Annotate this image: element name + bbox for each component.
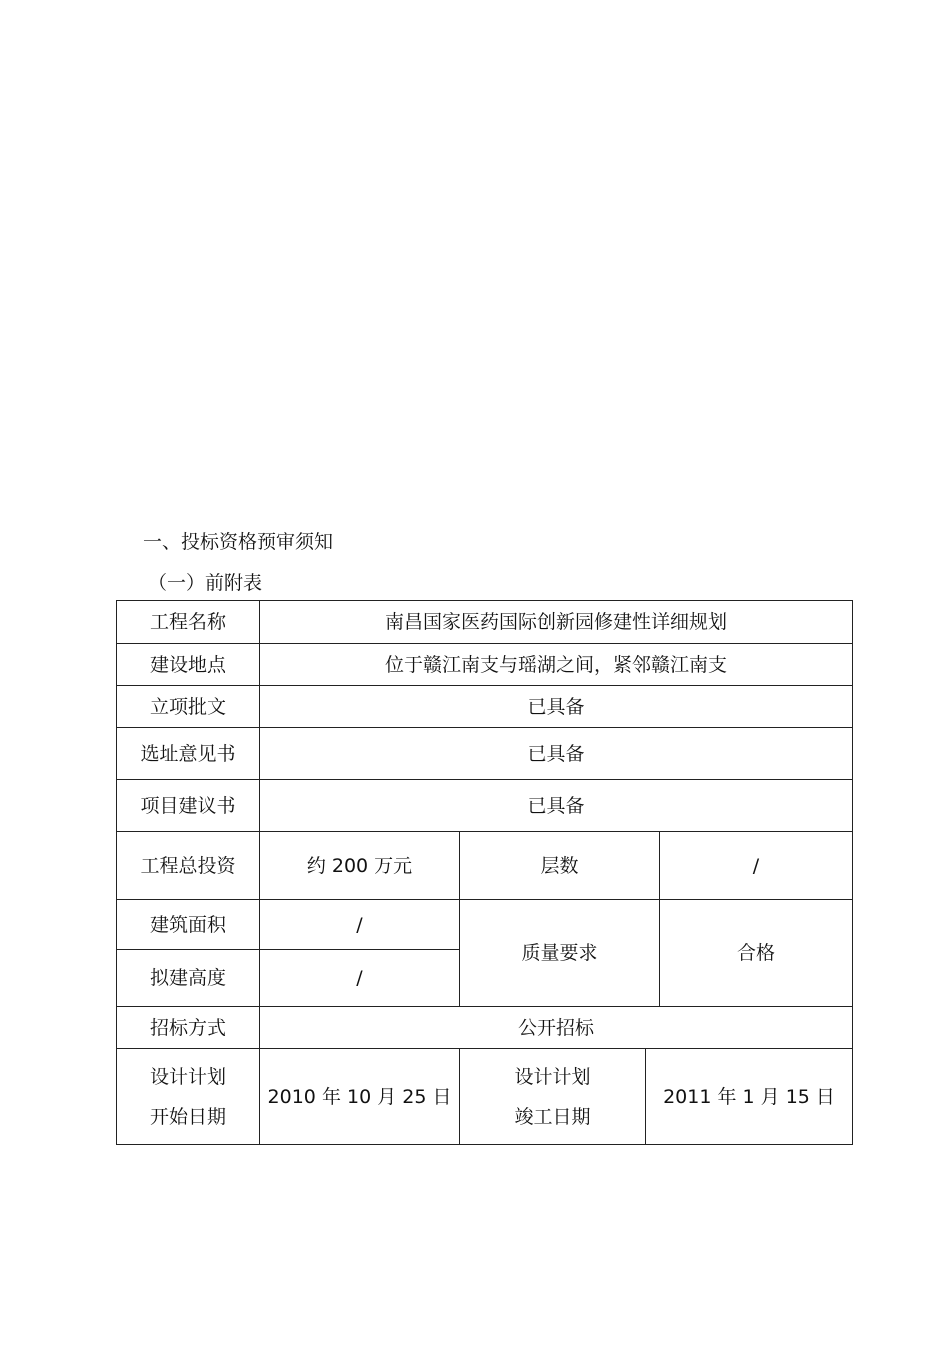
proposal-value: 已具备: [260, 780, 853, 832]
start-label-line2: 开始日期: [149, 1105, 226, 1128]
height-label: 拟建高度: [117, 950, 260, 1007]
table-row: [117, 686, 853, 728]
table-row: [117, 780, 853, 832]
table-row: [117, 832, 853, 900]
table-row: [117, 644, 853, 686]
end-date-value: 2011 年 1 月 15 日: [646, 1049, 853, 1145]
area-label: 建筑面积: [117, 900, 260, 950]
area-value: /: [260, 900, 460, 950]
end-label-line2: 竣工日期: [514, 1105, 591, 1128]
start-date-value: 2010 年 10 月 25 日: [260, 1049, 460, 1145]
bidding-value: 公开招标: [260, 1007, 853, 1049]
floors-value: /: [660, 832, 853, 900]
height-value: /: [260, 950, 460, 1007]
table-row: [117, 1049, 853, 1145]
site-value: 位于赣江南支与瑶湖之间，紧邻赣江南支: [260, 644, 853, 686]
start-label-line1: 设计计划: [149, 1065, 226, 1088]
section-title: 一、投标资格预审须知: [143, 531, 334, 553]
site-opinion-value: 已具备: [260, 728, 853, 780]
project-name-label: 工程名称: [117, 601, 260, 644]
end-date-label: [460, 1049, 646, 1145]
subsection-title: （一）前附表: [148, 572, 263, 594]
site-opinion-label: 选址意见书: [117, 728, 260, 780]
end-label-line1: 设计计划: [514, 1065, 591, 1088]
bidding-label: 招标方式: [117, 1007, 260, 1049]
proposal-label: 项目建议书: [117, 780, 260, 832]
start-date-label: [117, 1049, 260, 1145]
table-row: [117, 601, 853, 644]
project-name-value: 南昌国家医药国际创新园修建性详细规划: [260, 601, 853, 644]
bid-info-table: [116, 600, 853, 1145]
floors-label: 层数: [460, 832, 660, 900]
approval-value: 已具备: [260, 686, 853, 728]
approval-label: 立项批文: [117, 686, 260, 728]
table-row: [117, 728, 853, 780]
quality-value: 合格: [660, 900, 853, 1007]
investment-value: 约 200 万元: [260, 832, 460, 900]
site-label: 建设地点: [117, 644, 260, 686]
quality-label: 质量要求: [460, 900, 660, 1007]
table-row: [117, 1007, 853, 1049]
table-row: [117, 900, 853, 950]
investment-label: 工程总投资: [117, 832, 260, 900]
